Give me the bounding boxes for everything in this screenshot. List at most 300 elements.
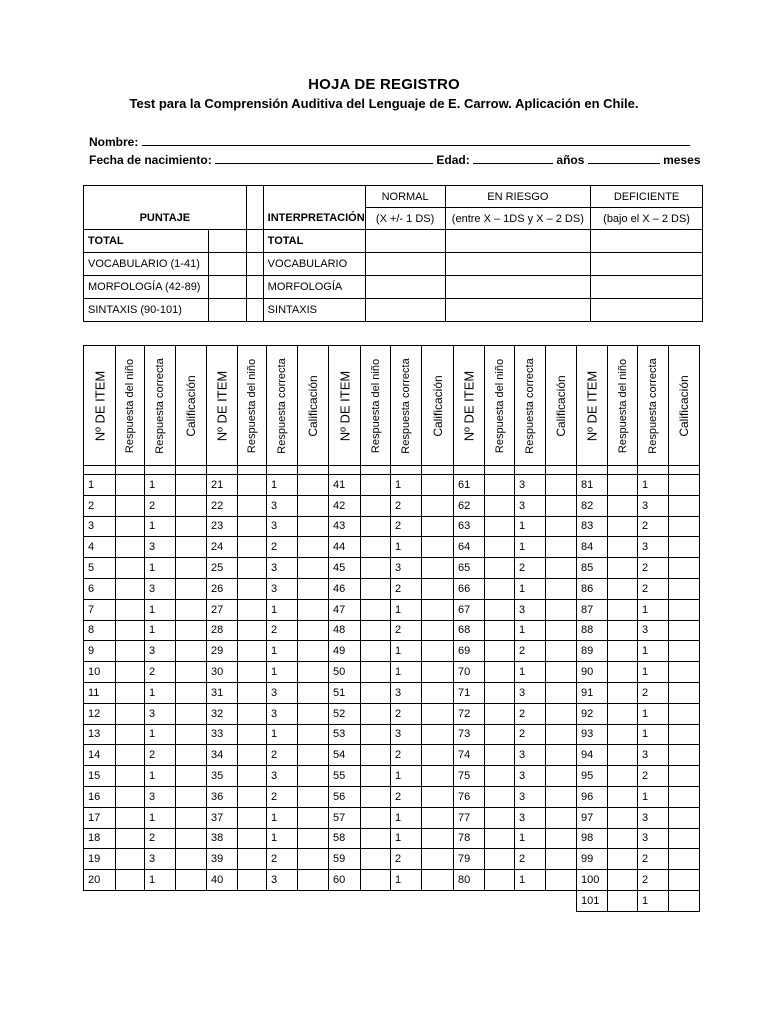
- respuesta-nino-cell[interactable]: [361, 495, 391, 516]
- calificacion-cell[interactable]: [546, 599, 577, 620]
- normal-cell[interactable]: [365, 299, 445, 322]
- respuesta-nino-cell[interactable]: [361, 662, 391, 683]
- respuesta-nino-cell[interactable]: [608, 662, 638, 683]
- respuesta-nino-cell[interactable]: [608, 558, 638, 579]
- calificacion-cell[interactable]: [422, 495, 454, 516]
- respuesta-nino-cell[interactable]: [608, 807, 638, 828]
- item-number: 60: [329, 870, 361, 891]
- puntaje-cell[interactable]: [208, 299, 246, 322]
- calificacion-cell[interactable]: [422, 578, 454, 599]
- respuesta-correcta: 1: [638, 703, 669, 724]
- item-number: 66: [454, 578, 485, 599]
- item-number: 59: [329, 849, 361, 870]
- respuesta-nino-cell[interactable]: [238, 620, 267, 641]
- deficiente-subheader: (bajo el X – 2 DS): [591, 208, 703, 230]
- respuesta-nino-cell[interactable]: [608, 703, 638, 724]
- respuesta-nino-cell[interactable]: [238, 807, 267, 828]
- calificacion-cell[interactable]: [546, 537, 577, 558]
- respuesta-nino-cell[interactable]: [485, 516, 515, 537]
- respuesta-nino-cell[interactable]: [361, 475, 391, 496]
- respuesta-nino-cell[interactable]: [116, 558, 145, 579]
- respuesta-nino-cell[interactable]: [608, 682, 638, 703]
- respuesta-nino-cell[interactable]: [608, 745, 638, 766]
- calificacion-cell[interactable]: [298, 599, 329, 620]
- calificacion-cell[interactable]: [669, 475, 700, 496]
- calificacion-cell[interactable]: [176, 516, 207, 537]
- calificacion-cell[interactable]: [422, 620, 454, 641]
- puntaje-cell[interactable]: [208, 276, 246, 299]
- respuesta-nino-cell[interactable]: [361, 620, 391, 641]
- calificacion-cell[interactable]: [546, 495, 577, 516]
- calificacion-cell[interactable]: [669, 807, 700, 828]
- respuesta-nino-cell[interactable]: [238, 870, 267, 891]
- calificacion-cell[interactable]: [669, 682, 700, 703]
- respuesta-correcta: 1: [391, 807, 422, 828]
- item-number: 17: [84, 807, 116, 828]
- respuesta-correcta-header-label: Respuesta correcta: [647, 357, 659, 454]
- respuesta-nino-cell[interactable]: [361, 724, 391, 745]
- respuesta-correcta: 1: [515, 870, 546, 891]
- calificacion-header-label: Calificación: [677, 374, 691, 437]
- respuesta-correcta: 2: [267, 745, 298, 766]
- respuesta-nino-cell[interactable]: [361, 599, 391, 620]
- calificacion-cell[interactable]: [546, 870, 577, 891]
- calificacion-cell[interactable]: [176, 724, 207, 745]
- calificacion-cell[interactable]: [546, 828, 577, 849]
- respuesta-nino-cell[interactable]: [608, 641, 638, 662]
- deficiente-cell[interactable]: [591, 276, 703, 299]
- respuesta-nino-cell[interactable]: [485, 537, 515, 558]
- respuesta-nino-cell[interactable]: [361, 745, 391, 766]
- respuesta-correcta: 3: [515, 599, 546, 620]
- calificacion-cell[interactable]: [176, 662, 207, 683]
- calificacion-cell[interactable]: [298, 807, 329, 828]
- calificacion-cell[interactable]: [546, 703, 577, 724]
- respuesta-correcta: 1: [515, 578, 546, 599]
- calificacion-cell[interactable]: [176, 745, 207, 766]
- respuesta-nino-cell[interactable]: [485, 662, 515, 683]
- respuesta-nino-cell[interactable]: [116, 786, 145, 807]
- calificacion-cell[interactable]: [422, 662, 454, 683]
- item-number: 96: [577, 786, 608, 807]
- calificacion-cell[interactable]: [422, 849, 454, 870]
- respuesta-nino-header-label: Respuesta del niño: [246, 358, 258, 453]
- calificacion-cell[interactable]: [422, 807, 454, 828]
- respuesta-correcta: 2: [391, 745, 422, 766]
- respuesta-nino-cell[interactable]: [608, 495, 638, 516]
- respuesta-correcta-header: [267, 346, 298, 466]
- item-number: 45: [329, 558, 361, 579]
- respuesta-nino-cell[interactable]: [361, 516, 391, 537]
- respuesta-correcta: 1: [145, 766, 176, 787]
- calificacion-header-label: Calificación: [430, 374, 445, 437]
- calificacion-cell[interactable]: [176, 766, 207, 787]
- calificacion-cell[interactable]: [298, 849, 329, 870]
- respuesta-nino-cell[interactable]: [238, 662, 267, 683]
- respuesta-nino-cell[interactable]: [485, 682, 515, 703]
- riesgo-cell[interactable]: [445, 253, 591, 276]
- calificacion-cell[interactable]: [176, 849, 207, 870]
- respuesta-nino-cell[interactable]: [238, 828, 267, 849]
- respuesta-nino-cell[interactable]: [238, 766, 267, 787]
- calificacion-cell[interactable]: [546, 849, 577, 870]
- respuesta-correcta: 2: [145, 745, 176, 766]
- calificacion-cell[interactable]: [176, 807, 207, 828]
- calificacion-cell[interactable]: [669, 495, 700, 516]
- riesgo-header: EN RIESGO: [445, 186, 591, 208]
- item-number: 77: [454, 807, 485, 828]
- calificacion-cell[interactable]: [669, 662, 700, 683]
- respuesta-nino-cell[interactable]: [608, 870, 638, 891]
- respuesta-nino-cell[interactable]: [608, 537, 638, 558]
- calificacion-cell[interactable]: [669, 516, 700, 537]
- calificacion-cell[interactable]: [176, 641, 207, 662]
- respuesta-correcta: 3: [267, 516, 298, 537]
- calificacion-cell[interactable]: [546, 766, 577, 787]
- respuesta-nino-cell[interactable]: [238, 849, 267, 870]
- calificacion-cell[interactable]: [669, 766, 700, 787]
- calificacion-cell[interactable]: [422, 828, 454, 849]
- respuesta-correcta: 2: [515, 849, 546, 870]
- respuesta-nino-cell[interactable]: [116, 828, 145, 849]
- respuesta-correcta: 2: [391, 620, 422, 641]
- item-number: 98: [577, 828, 608, 849]
- respuesta-nino-cell[interactable]: [116, 870, 145, 891]
- item-number: 83: [577, 516, 608, 537]
- puntaje-cell[interactable]: [208, 253, 246, 276]
- calificacion-cell[interactable]: [422, 724, 454, 745]
- calificacion-cell[interactable]: [422, 703, 454, 724]
- respuesta-nino-cell[interactable]: [116, 578, 145, 599]
- respuesta-correcta: 3: [638, 495, 669, 516]
- respuesta-correcta: 2: [515, 703, 546, 724]
- respuesta-nino-cell[interactable]: [238, 537, 267, 558]
- respuesta-correcta: 3: [515, 786, 546, 807]
- nombre-row: [89, 134, 690, 149]
- riesgo-cell[interactable]: [445, 299, 591, 322]
- deficiente-cell[interactable]: [591, 230, 703, 253]
- respuesta-nino-cell[interactable]: [608, 849, 638, 870]
- calificacion-header: [669, 346, 700, 466]
- respuesta-nino-cell[interactable]: [361, 786, 391, 807]
- respuesta-nino-cell[interactable]: [608, 766, 638, 787]
- respuesta-correcta: 3: [638, 828, 669, 849]
- respuesta-nino-cell[interactable]: [238, 703, 267, 724]
- calificacion-cell[interactable]: [422, 558, 454, 579]
- respuesta-correcta: 1: [391, 870, 422, 891]
- item-number: 88: [577, 620, 608, 641]
- respuesta-nino-cell[interactable]: [116, 724, 145, 745]
- item-number: 74: [454, 745, 485, 766]
- item-number: 71: [454, 682, 485, 703]
- calificacion-cell[interactable]: [422, 766, 454, 787]
- calificacion-cell[interactable]: [298, 516, 329, 537]
- calificacion-cell[interactable]: [546, 558, 577, 579]
- calificacion-cell[interactable]: [669, 870, 700, 891]
- edad-anos-field[interactable]: [473, 152, 553, 164]
- respuesta-nino-cell[interactable]: [116, 537, 145, 558]
- item-number: 86: [577, 578, 608, 599]
- calificacion-cell[interactable]: [546, 516, 577, 537]
- calificacion-cell[interactable]: [176, 870, 207, 891]
- calificacion-cell[interactable]: [298, 662, 329, 683]
- deficiente-cell[interactable]: [591, 253, 703, 276]
- respuesta-nino-cell[interactable]: [485, 558, 515, 579]
- calificacion-cell[interactable]: [669, 890, 700, 911]
- calificacion-cell[interactable]: [298, 641, 329, 662]
- riesgo-cell[interactable]: [445, 276, 591, 299]
- calificacion-cell[interactable]: [298, 558, 329, 579]
- calificacion-cell[interactable]: [298, 828, 329, 849]
- item-number-header: [577, 346, 608, 466]
- calificacion-cell[interactable]: [422, 641, 454, 662]
- calificacion-cell[interactable]: [176, 475, 207, 496]
- respuesta-nino-cell[interactable]: [361, 578, 391, 599]
- deficiente-cell[interactable]: [591, 299, 703, 322]
- respuesta-nino-cell[interactable]: [238, 682, 267, 703]
- calificacion-cell[interactable]: [298, 620, 329, 641]
- respuesta-nino-cell[interactable]: [361, 828, 391, 849]
- calificacion-cell[interactable]: [422, 537, 454, 558]
- item-number: 2: [84, 495, 116, 516]
- calificacion-cell[interactable]: [176, 558, 207, 579]
- calificacion-cell[interactable]: [669, 849, 700, 870]
- item-number: 9: [84, 641, 116, 662]
- respuesta-nino-cell[interactable]: [116, 807, 145, 828]
- item-number: 89: [577, 641, 608, 662]
- respuesta-nino-cell[interactable]: [485, 620, 515, 641]
- table-row: [84, 807, 700, 828]
- calificacion-cell[interactable]: [422, 475, 454, 496]
- calificacion-cell[interactable]: [669, 537, 700, 558]
- calificacion-cell[interactable]: [422, 745, 454, 766]
- respuesta-nino-cell[interactable]: [485, 849, 515, 870]
- respuesta-nino-cell[interactable]: [116, 475, 145, 496]
- item-number-header-label: Nº DE ITEM: [337, 370, 352, 441]
- calificacion-cell[interactable]: [669, 599, 700, 620]
- calificacion-cell[interactable]: [298, 537, 329, 558]
- item-number-header-label: Nº DE ITEM: [214, 370, 230, 441]
- respuesta-nino-cell[interactable]: [238, 745, 267, 766]
- respuesta-nino-cell[interactable]: [238, 558, 267, 579]
- respuesta-nino-cell[interactable]: [485, 870, 515, 891]
- respuesta-nino-cell[interactable]: [361, 766, 391, 787]
- item-number: 101: [577, 890, 608, 911]
- calificacion-cell[interactable]: [298, 475, 329, 496]
- respuesta-nino-cell[interactable]: [116, 620, 145, 641]
- calificacion-cell[interactable]: [669, 641, 700, 662]
- respuesta-correcta: 3: [515, 495, 546, 516]
- respuesta-nino-cell[interactable]: [361, 703, 391, 724]
- respuesta-nino-cell[interactable]: [116, 599, 145, 620]
- respuesta-nino-cell[interactable]: [608, 724, 638, 745]
- respuesta-nino-cell[interactable]: [485, 786, 515, 807]
- calificacion-cell[interactable]: [176, 786, 207, 807]
- respuesta-nino-cell[interactable]: [116, 516, 145, 537]
- respuesta-nino-cell[interactable]: [361, 537, 391, 558]
- item-number: 35: [207, 766, 238, 787]
- calificacion-cell[interactable]: [298, 578, 329, 599]
- calificacion-cell[interactable]: [176, 828, 207, 849]
- calificacion-cell[interactable]: [298, 786, 329, 807]
- calificacion-cell[interactable]: [422, 599, 454, 620]
- respuesta-nino-cell[interactable]: [361, 558, 391, 579]
- calificacion-cell[interactable]: [669, 703, 700, 724]
- calificacion-cell[interactable]: [176, 599, 207, 620]
- calificacion-cell[interactable]: [546, 578, 577, 599]
- table-row: [84, 662, 700, 683]
- calificacion-cell[interactable]: [669, 786, 700, 807]
- calificacion-cell[interactable]: [546, 641, 577, 662]
- calificacion-cell[interactable]: [298, 766, 329, 787]
- respuesta-nino-cell[interactable]: [485, 828, 515, 849]
- table-row: [84, 599, 700, 620]
- normal-cell[interactable]: [365, 230, 445, 253]
- calificacion-cell[interactable]: [669, 578, 700, 599]
- respuesta-nino-cell[interactable]: [485, 599, 515, 620]
- respuesta-nino-cell[interactable]: [361, 870, 391, 891]
- respuesta-nino-cell[interactable]: [608, 828, 638, 849]
- nombre-field[interactable]: [142, 134, 690, 146]
- item-number: 8: [84, 620, 116, 641]
- respuesta-nino-cell[interactable]: [238, 599, 267, 620]
- calificacion-cell[interactable]: [669, 558, 700, 579]
- respuesta-nino-cell[interactable]: [116, 682, 145, 703]
- item-number: 92: [577, 703, 608, 724]
- respuesta-nino-cell[interactable]: [238, 786, 267, 807]
- calificacion-cell[interactable]: [298, 724, 329, 745]
- respuesta-nino-cell[interactable]: [238, 724, 267, 745]
- calificacion-cell[interactable]: [422, 682, 454, 703]
- calificacion-cell[interactable]: [546, 724, 577, 745]
- fecha-field[interactable]: [215, 152, 433, 164]
- item-number: 42: [329, 495, 361, 516]
- respuesta-nino-cell[interactable]: [608, 578, 638, 599]
- calificacion-cell[interactable]: [546, 662, 577, 683]
- normal-cell[interactable]: [365, 276, 445, 299]
- respuesta-nino-cell[interactable]: [485, 703, 515, 724]
- item-number: 29: [207, 641, 238, 662]
- calificacion-cell[interactable]: [176, 578, 207, 599]
- respuesta-nino-cell[interactable]: [116, 662, 145, 683]
- calificacion-cell[interactable]: [298, 745, 329, 766]
- respuesta-nino-cell[interactable]: [485, 766, 515, 787]
- respuesta-nino-cell[interactable]: [116, 641, 145, 662]
- respuesta-nino-cell[interactable]: [361, 849, 391, 870]
- respuesta-nino-header: [608, 346, 638, 466]
- calificacion-cell[interactable]: [546, 620, 577, 641]
- respuesta-nino-cell[interactable]: [608, 786, 638, 807]
- calificacion-cell[interactable]: [546, 807, 577, 828]
- respuesta-nino-cell[interactable]: [361, 682, 391, 703]
- item-number: 25: [207, 558, 238, 579]
- respuesta-nino-cell[interactable]: [238, 516, 267, 537]
- calificacion-cell[interactable]: [546, 745, 577, 766]
- item-number: 85: [577, 558, 608, 579]
- respuesta-nino-cell[interactable]: [485, 745, 515, 766]
- respuesta-nino-cell[interactable]: [116, 849, 145, 870]
- calificacion-cell[interactable]: [298, 495, 329, 516]
- respuesta-nino-cell[interactable]: [485, 578, 515, 599]
- calificacion-cell[interactable]: [176, 682, 207, 703]
- calificacion-cell[interactable]: [176, 620, 207, 641]
- calificacion-cell[interactable]: [669, 724, 700, 745]
- calificacion-cell[interactable]: [546, 682, 577, 703]
- calificacion-cell[interactable]: [298, 703, 329, 724]
- calificacion-cell[interactable]: [546, 786, 577, 807]
- item-number: 4: [84, 537, 116, 558]
- calificacion-cell[interactable]: [422, 516, 454, 537]
- respuesta-nino-cell[interactable]: [608, 516, 638, 537]
- calificacion-cell[interactable]: [546, 475, 577, 496]
- respuesta-nino-cell[interactable]: [485, 807, 515, 828]
- respuesta-nino-cell[interactable]: [361, 807, 391, 828]
- calificacion-cell[interactable]: [422, 786, 454, 807]
- respuesta-correcta: 1: [638, 786, 669, 807]
- respuesta-nino-cell[interactable]: [116, 745, 145, 766]
- item-number: 14: [84, 745, 116, 766]
- respuesta-correcta: 2: [391, 786, 422, 807]
- respuesta-nino-cell[interactable]: [485, 495, 515, 516]
- respuesta-nino-cell[interactable]: [116, 495, 145, 516]
- respuesta-correcta: 2: [515, 724, 546, 745]
- calificacion-cell[interactable]: [176, 495, 207, 516]
- calificacion-cell[interactable]: [669, 828, 700, 849]
- calificacion-cell[interactable]: [176, 537, 207, 558]
- respuesta-correcta: 1: [391, 828, 422, 849]
- calificacion-cell[interactable]: [669, 745, 700, 766]
- respuesta-nino-cell[interactable]: [608, 599, 638, 620]
- respuesta-nino-cell[interactable]: [116, 703, 145, 724]
- respuesta-nino-cell[interactable]: [238, 495, 267, 516]
- item-number: 76: [454, 786, 485, 807]
- respuesta-correcta: 1: [638, 662, 669, 683]
- respuesta-nino-cell[interactable]: [238, 578, 267, 599]
- respuesta-nino-cell[interactable]: [608, 475, 638, 496]
- respuesta-nino-cell[interactable]: [238, 475, 267, 496]
- calificacion-cell[interactable]: [176, 703, 207, 724]
- respuesta-nino-cell[interactable]: [116, 766, 145, 787]
- respuesta-nino-cell[interactable]: [361, 641, 391, 662]
- respuesta-nino-cell[interactable]: [485, 475, 515, 496]
- edad-meses-field[interactable]: [588, 152, 660, 164]
- respuesta-correcta: 3: [638, 745, 669, 766]
- respuesta-nino-cell[interactable]: [238, 641, 267, 662]
- item-number: 34: [207, 745, 238, 766]
- calificacion-cell[interactable]: [422, 870, 454, 891]
- calificacion-cell[interactable]: [669, 620, 700, 641]
- normal-cell[interactable]: [365, 253, 445, 276]
- calificacion-cell[interactable]: [298, 682, 329, 703]
- item-number-header: [454, 346, 485, 466]
- respuesta-nino-cell[interactable]: [608, 890, 638, 911]
- riesgo-cell[interactable]: [445, 230, 591, 253]
- page-title: HOJA DE REGISTRO: [308, 76, 460, 93]
- respuesta-nino-header: [238, 346, 267, 466]
- respuesta-nino-cell[interactable]: [485, 641, 515, 662]
- calificacion-cell[interactable]: [298, 870, 329, 891]
- fecha-edad-row: [89, 152, 701, 167]
- table-row: [84, 641, 700, 662]
- respuesta-nino-cell[interactable]: [485, 724, 515, 745]
- table-row: [84, 537, 700, 558]
- respuesta-nino-header-label: Respuesta del niño: [369, 358, 382, 453]
- respuesta-nino-cell[interactable]: [608, 620, 638, 641]
- respuesta-correcta: 3: [515, 766, 546, 787]
- items-table: [83, 345, 700, 912]
- puntaje-cell[interactable]: [208, 230, 246, 253]
- fecha-label: Fecha de nacimiento:: [89, 153, 212, 167]
